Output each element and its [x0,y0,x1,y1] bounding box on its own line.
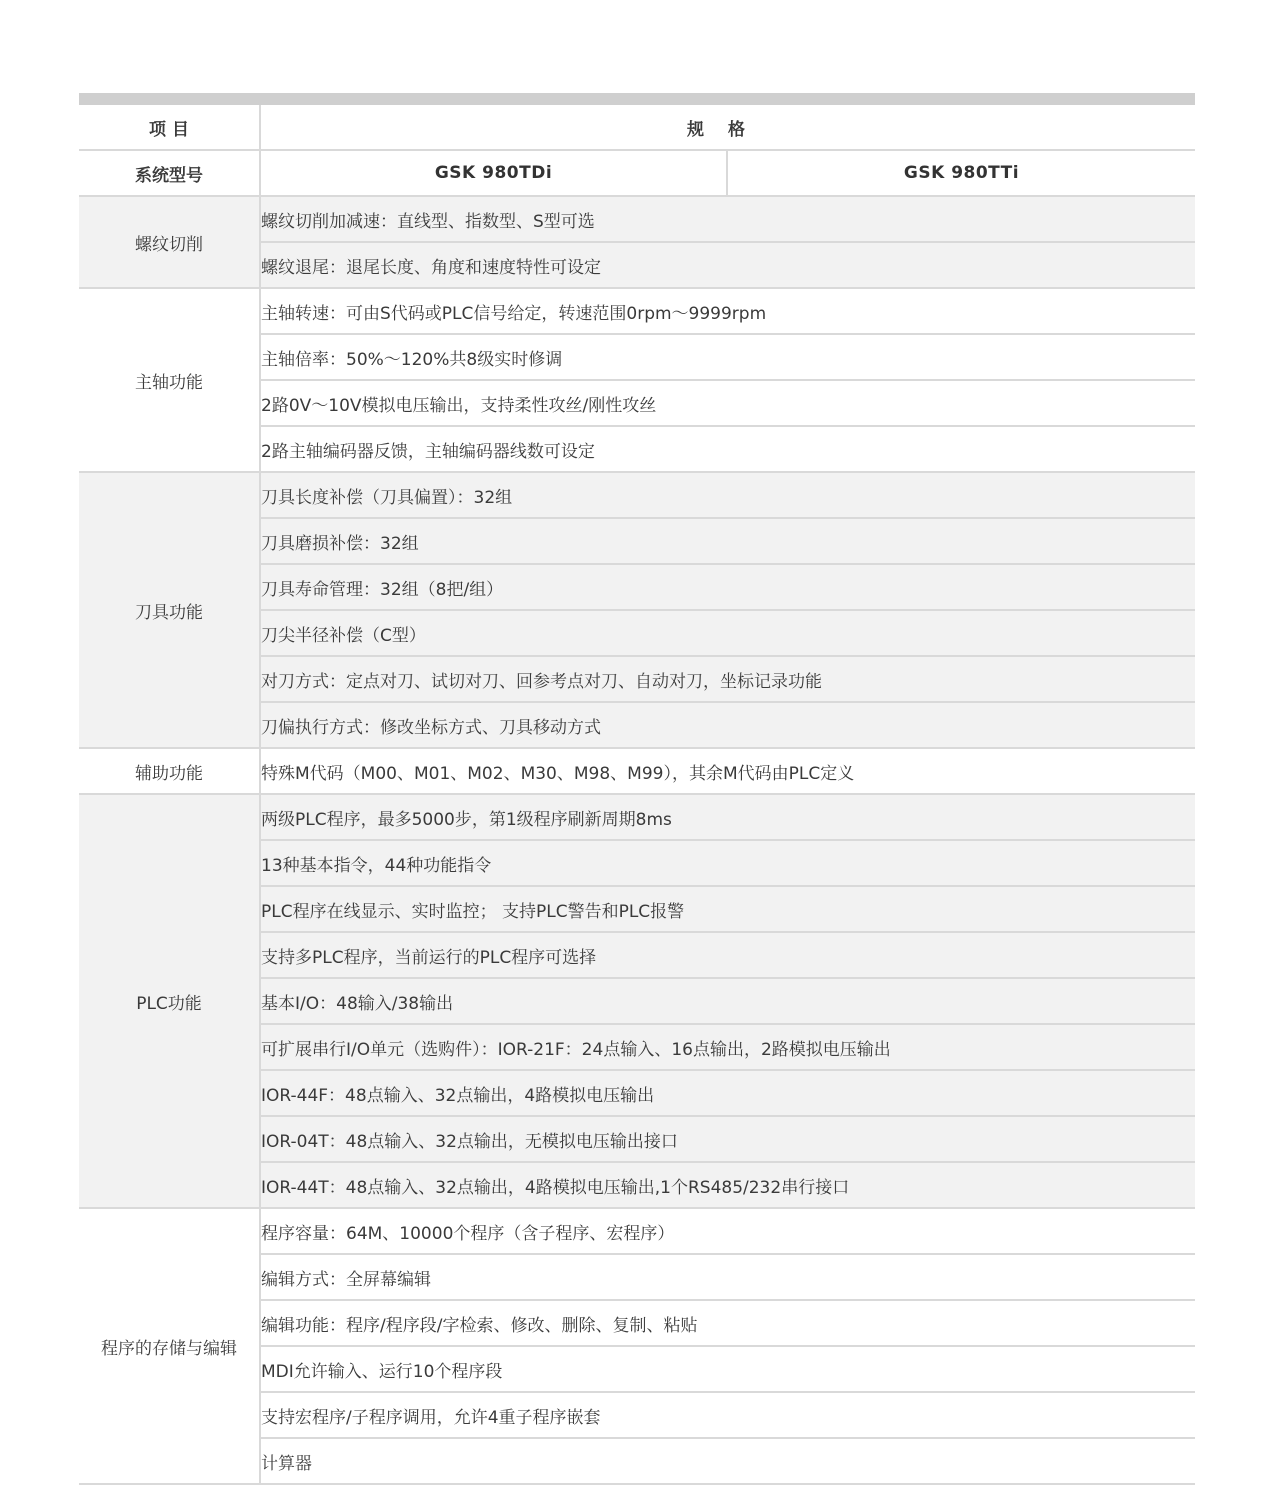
spec-value: 两级PLC程序，最多5000步，第1级程序刷新周期8ms [260,794,1195,840]
category-cell: PLC功能 [79,794,260,1208]
category-cell: 螺纹切削 [79,196,260,288]
spec-row [79,472,1195,518]
spec-value: 对刀方式：定点对刀、试切对刀、回参考点对刀、自动对刀，坐标记录功能 [260,656,1195,702]
spec-value: 刀具寿命管理：32组（8把/组） [260,564,1195,610]
spec-value: 刀具长度补偿（刀具偏置）：32组 [260,472,1195,518]
spec-value: 主轴倍率：50%～120%共8级实时修调 [260,334,1195,380]
spec-value: MDI允许输入、运行10个程序段 [260,1346,1195,1392]
spec-row [79,1208,1195,1254]
spec-row [79,748,1195,794]
model-label: 系统型号 [79,150,260,196]
spec-value: 螺纹退尾：退尾长度、角度和速度特性可设定 [260,242,1195,288]
spec-value: 计算器 [260,1438,1195,1484]
spec-value: IOR-04T：48点输入、32点输出，无模拟电压输出接口 [260,1116,1195,1162]
spec-value: 程序容量：64M、10000个程序（含子程序、宏程序） [260,1208,1195,1254]
spec-value: 螺纹切削加减速：直线型、指数型、S型可选 [260,196,1195,242]
category-cell: 程序的存储与编辑 [79,1208,260,1484]
model-row [79,150,1195,196]
spec-row [79,794,1195,840]
item-header: 项 目 [79,105,260,150]
category-cell: 主轴功能 [79,288,260,472]
spec-value: 可扩展串行I/O单元（选购件）：IOR-21F：24点输入、16点输出，2路模拟电压输出 [260,1024,1195,1070]
spec-value: 刀偏执行方式：修改坐标方式、刀具移动方式 [260,702,1195,748]
category-cell: 刀具功能 [79,472,260,748]
spec-value: 编辑方式：全屏幕编辑 [260,1254,1195,1300]
spec-value: 主轴转速：可由S代码或PLC信号给定，转速范围0rpm～9999rpm [260,288,1195,334]
top-decor-bar [79,93,1195,105]
spec-value: 支持宏程序/子程序调用，允许4重子程序嵌套 [260,1392,1195,1438]
spec-value: 编辑功能：程序/程序段/字检索、修改、删除、复制、粘贴 [260,1300,1195,1346]
header-row [79,105,1195,150]
spec-value: 特殊M代码（M00、M01、M02、M30、M98、M99），其余M代码由PLC定义 [260,748,1195,794]
spec-value: 刀尖半径补偿（C型） [260,610,1195,656]
spec-value: 支持多PLC程序，当前运行的PLC程序可选择 [260,932,1195,978]
spec-value: 2路0V～10V模拟电压输出，支持柔性攻丝/刚性攻丝 [260,380,1195,426]
spec-value: IOR-44F：48点输入、32点输出，4路模拟电压输出 [260,1070,1195,1116]
spec-row [79,288,1195,334]
spec-value: 13种基本指令，44种功能指令 [260,840,1195,886]
spec-row [79,196,1195,242]
spec-value: 2路主轴编码器反馈，主轴编码器线数可设定 [260,426,1195,472]
spec-value: 基本I/O：48输入/38输出 [260,978,1195,1024]
category-cell: 辅助功能 [79,748,260,794]
spec-table-body [79,105,1195,1484]
spec-value: PLC程序在线显示、实时监控； 支持PLC警告和PLC报警 [260,886,1195,932]
model-980tdi: GSK 980TDi [260,150,727,196]
spec-value: IOR-44T：48点输入、32点输出，4路模拟电压输出,1个RS485/232串行接口 [260,1162,1195,1208]
spec-value: 刀具磨损补偿：32组 [260,518,1195,564]
model-980tti: GSK 980TTi [727,150,1195,196]
spec-table [79,105,1195,1485]
spec-header: 规格 [260,105,1195,150]
